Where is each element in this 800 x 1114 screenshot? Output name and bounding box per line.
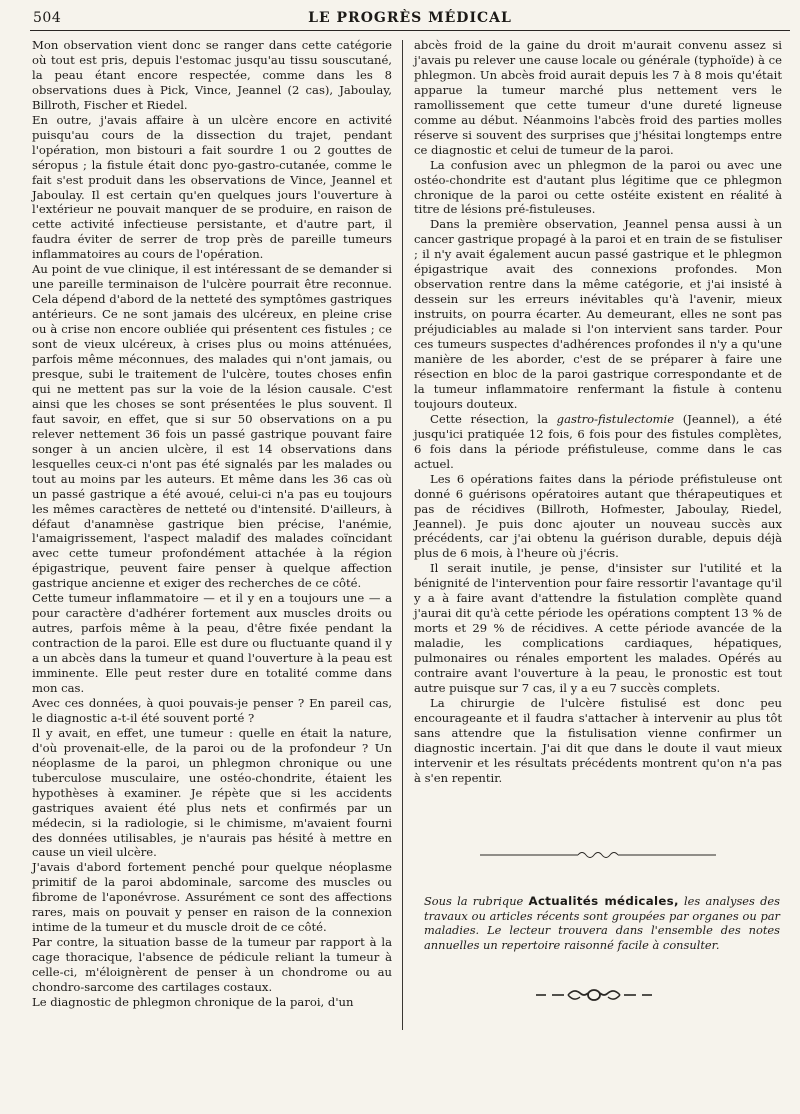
paragraph: Avec ces données, à quoi pouvais-je penser ? En pareil cas, le diagnostic a-t-il été souvent porté ?: [32, 695, 392, 725]
paragraph: J'avais d'abord fortement penché pour quelque néoplasme primitif de la paroi abdominale, sarcome des muscles ou fibrome de l'aponévrose. Assurément ce sont des affections rares, mais on pouvait y penser en raison de la connexion intime de la tumeur et du muscle droit de ce côté.: [32, 860, 392, 935]
paragraph: Cette tumeur inflammatoire — et il y en a toujours une — a pour caractère d'adhérer fortement aux muscles droits ou autres, parfois même à la peau, d'être fixée pendant la contraction de la paroi. Elle est dure ou fluctuante quand il y a un abcès dans la tumeur et quand l'ouverture à la peau est imminente. Elle peut rester dure en totalité comme dans mon cas.: [32, 591, 392, 695]
paragraph: Il y avait, en effet, une tumeur : quelle en était la nature, d'où provenait-elle, de la paroi ou de la profondeur ? Un néoplasme de la paroi, un phlegmon chronique ou une tuberculose musculaire, une ostéo-chondrite, étaient les hypothèses à examiner. Je répète que si les accidents gastriques avaient été plus nets et confirmés par un médecin, si la radiologie, si le chimisme, m'avaient fourni des données utilisables, je n'aurais pas hésité à mettre en cause un vieil ulcère.: [32, 725, 392, 860]
page-header: [30, 8, 790, 32]
notice-rubric-title: Actualités médicales,: [528, 894, 679, 908]
paragraph: Mon observation vient donc se ranger dans cette catégorie où tout est pris, depuis l'estomac jusqu'au tissu souscutané, la peau étant encore respectée, comme dans les 8 observations dues à Pick, Vince, Jeannel (2 cas), Jaboulay, Billroth, Fischer et Riedel.: [32, 38, 392, 112]
notice-text: les analyses des travaux ou articles récents sont groupées par organes ou par maladies. Le lecteur trouvera dans l'ensemble des notes annuelles un repertoire raisonné facile à consulter.: [424, 894, 781, 952]
header-rule: [30, 30, 790, 31]
paragraph: abcès froid de la gaine du droit m'aurait convenu assez si j'avais pu relever une cause locale ou générale (typhoïde) à ce phlegmon. Un abcès froid aurait depuis les 7 à 8 mois qu'était apparue la tumeur marché plus nettement vers le ramollissement que cette tumeur d'une dureté ligneuse comme au début. Néanmoins l'abcès froid des parties molles réserve si souvent des surprises que j'hésitai longtemps entre ce diagnostic et celui de tumeur de la paroi.: [414, 38, 782, 157]
paragraph: La confusion avec un phlegmon de la paroi ou avec une ostéo-chondrite est d'autant plus légitime que ce phlegmon chronique de la paroi ou cette ostéite existent en réalité à titre de lésions pré-fistuleuses.: [414, 157, 782, 217]
ornament-fleuron: [534, 984, 654, 1006]
rubric-notice: [424, 894, 780, 952]
running-title: LE PROGRÈS MÉDICAL: [308, 10, 512, 26]
left-column: [32, 38, 392, 1010]
paragraph: Le diagnostic de phlegmon chronique de la paroi, d'un: [32, 995, 354, 1009]
column-divider: [402, 40, 403, 1030]
paragraph: Il serait inutile, je pense, d'insister sur l'utilité et la bénignité de l'intervention pour faire ressortir l'avantage qu'il y a à faire avant d'attendre la fistulation complète quand j'aurai dit qu'à cette période les opérations comptent 13 % de morts et 29 % de récidives. A cette période avancée de la maladie, les complications cardiaques, hépatiques, pulmonaires ou rénales emportent les malades. Opérés au contraire avant l'ouverture à la peau, le pronostic est tout autre puisque sur 7 cas, il y a eu 7 succès complets.: [414, 561, 782, 695]
paragraph: Cette résection, la gastro-fistulectomie (Jeannel), a été jusqu'ici pratiquée 12 fois, 6 fois pour des fistules complètes, 6 fois dans la période préfistuleuse, comme dans le cas actuel.: [414, 411, 782, 471]
paragraph: Dans la première observation, Jeannel pensa aussi à un cancer gastrique propagé à la paroi et en train de se fistuliser ; il n'y avait également aucun passé gastrique et le phlegmon épigastrique avait des connexions profondes. Mon observation rentre dans la même catégorie, et j'ai insisté à dessein sur les erreurs inévitables qu'à l'avenir, mieux instruits, on pourra écarter. Au demeurant, elles ne sont pas préjudiciables au malade si l'on intervient sans tarder. Pour ces tumeurs suspectes d'adhérences profondes il n'y a qu'une manière de les aborder, c'est de se préparer à faire une résection en bloc de la paroi gastrique correspondante et de la tumeur inflammatoire renfermant la fistule à contenu toujours douteux.: [414, 217, 782, 411]
notice-lead: Sous la rubrique: [424, 894, 524, 908]
paragraph: Les 6 opérations faites dans la période préfistuleuse ont donné 6 guérisons opératoires autant que thérapeutiques et pas de récidives (Billroth, Hofmester, Jaboulay, Riedel, Jeannel). Je puis donc ajouter un nouveau succès aux précédents, car j'ai obtenu la guérison durable, depuis déjà plus de 6 mois, à l'heure où j'écris.: [414, 471, 782, 561]
section-separator-rule: [480, 848, 716, 862]
page-number: 504: [33, 10, 62, 26]
paragraph: La chirurgie de l'ulcère fistulisé est donc peu encourageante et il faudra s'attacher à intervenir au plus tôt sans attendre que la fistulisation vienne confirmer un diagnostic incertain. J'ai dit que dans le doute il vaut mieux intervenir et les résultats précédents montrent qu'on n'a pas à s'en repentir.: [414, 695, 782, 785]
italic-term: gastro-fistulectomie: [556, 411, 675, 426]
paragraph: Par contre, la situation basse de la tumeur par rapport à la cage thoracique, l'absence de pédicule reliant la tumeur à celle-ci, m'éloignèrent de penser à un chondrome ou au chondro-sarcome des cartilages costaux.: [32, 935, 392, 995]
right-column: [414, 38, 782, 786]
paragraph: Au point de vue clinique, il est intéressant de se demander si une pareille terminaison de l'ulcère pourrait être reconnue. Cela dépend d'abord de la netteté des symptômes gastriques antérieurs. Ce ne sont jamais des ulcéreux, en pleine crise ou à crise non encore oubliée qui présentent ces fistules ; ce sont de vieux ulcéreux, à crises plus ou moins atténuées, parfois même méconnues, des malades qui n'ont jamais, ou presque, subi le traitement de l'ulcère, toutes choses enfin qui ne mettent pas sur la voie de la lésion causale. C'est ainsi que les choses se sont présentées le plus souvent. Il faut savoir, en effet, que si sur 50 observations on a pu relever nettement 36 fois un passé gastrique pouvant faire songer à un ancien ulcère, il est 14 observations dans lesquelles ceux-ci n'ont pas été signalés par les malades ou tout au moins par les auteurs. Et même dans les 36 cas où un passé gastrique a été avoué, celui-ci n'a pas eu toujours les mêmes caractères de netteté ou d'intensité. D'ailleurs, à défaut d'anamnèse gastrique bien précise, l'anémie, l'amaigrissement, l'aspect maladif des malades coïncidant avec cette tumeur profondément attachée à la région épigastrique, peuvent faire penser à quelque affection gastrique ancienne et exiger des recherches de ce côté.: [32, 262, 392, 591]
paragraph: En outre, j'avais affaire à un ulcère encore en activité puisqu'au cours de la dissection du trajet, pendant l'opération, mon bistouri a fait sourdre 1 ou 2 gouttes de séropus ; la fistule était donc pyo-gastro-cutanée, comme le fait s'est produit dans les observations de Vince, Jeannel et Jaboulay. Il est certain qu'en quelques jours l'ouverture à l'extérieur ne pouvait manquer de se produire, en raison de cette activité infectieuse persistante, et d'autre part, il faudra éviter de serrer de trop près de pareille tumeurs inflammatoires au cours de l'opération.: [32, 112, 392, 262]
